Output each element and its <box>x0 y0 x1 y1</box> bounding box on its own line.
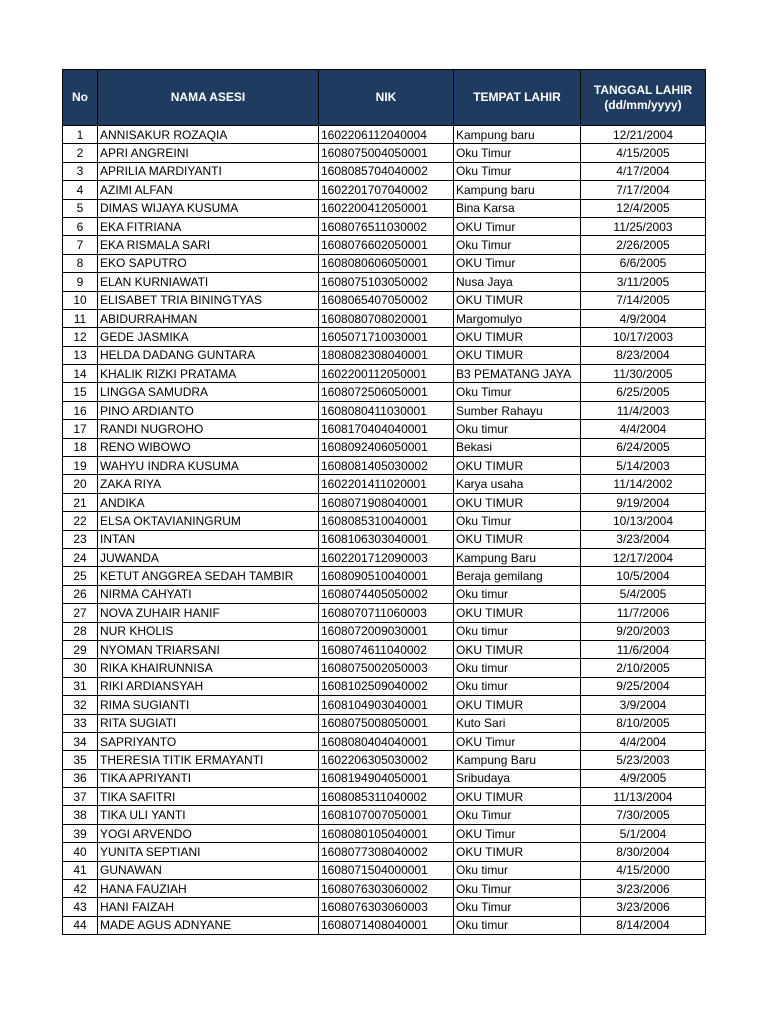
cell-no: 7 <box>63 236 98 254</box>
cell-no: 40 <box>63 843 98 861</box>
cell-tanggal-lahir: 12/21/2004 <box>581 126 706 144</box>
cell-tempat-lahir: OKU TIMUR <box>454 328 581 346</box>
cell-no: 27 <box>63 604 98 622</box>
cell-nik: 1608081405030002 <box>319 457 454 475</box>
cell-nik: 1608077308040002 <box>319 843 454 861</box>
cell-no: 42 <box>63 880 98 898</box>
cell-tempat-lahir: Margomulyo <box>454 309 581 327</box>
cell-tempat-lahir: Sribudaya <box>454 769 581 787</box>
cell-tempat-lahir: Oku timur <box>454 916 581 934</box>
cell-no: 3 <box>63 162 98 180</box>
cell-tanggal-lahir: 6/25/2005 <box>581 383 706 401</box>
cell-nik: 1608090510040001 <box>319 567 454 585</box>
cell-tanggal-lahir: 8/30/2004 <box>581 843 706 861</box>
cell-nama-asesi: GUNAWAN <box>98 861 319 879</box>
cell-nama-asesi: ANNISAKUR ROZAQIA <box>98 126 319 144</box>
cell-nama-asesi: NYOMAN TRIARSANI <box>98 640 319 658</box>
cell-tanggal-lahir: 10/17/2003 <box>581 328 706 346</box>
cell-tempat-lahir: Oku Timur <box>454 880 581 898</box>
cell-nama-asesi: EKO SAPUTRO <box>98 254 319 272</box>
cell-no: 2 <box>63 144 98 162</box>
cell-tanggal-lahir: 4/4/2004 <box>581 420 706 438</box>
table-row <box>63 144 706 162</box>
cell-tempat-lahir: Beraja gemilang <box>454 567 581 585</box>
cell-nik: 1608085704040002 <box>319 162 454 180</box>
cell-tanggal-lahir: 8/10/2005 <box>581 714 706 732</box>
cell-no: 24 <box>63 548 98 566</box>
cell-nik: 1602206112040004 <box>319 126 454 144</box>
cell-tempat-lahir: Karya usaha <box>454 475 581 493</box>
cell-no: 17 <box>63 420 98 438</box>
cell-tanggal-lahir: 11/30/2005 <box>581 365 706 383</box>
cell-tempat-lahir: OKU Timur <box>454 217 581 235</box>
cell-no: 20 <box>63 475 98 493</box>
table-row <box>63 181 706 199</box>
table-body <box>63 126 706 935</box>
table-row <box>63 383 706 401</box>
cell-tempat-lahir: Oku timur <box>454 861 581 879</box>
cell-nama-asesi: WAHYU INDRA KUSUMA <box>98 457 319 475</box>
table-row <box>63 567 706 585</box>
table-row <box>63 346 706 364</box>
table-row <box>63 732 706 750</box>
cell-tempat-lahir: B3 PEMATANG JAYA <box>454 365 581 383</box>
cell-tanggal-lahir: 12/4/2005 <box>581 199 706 217</box>
table-row <box>63 751 706 769</box>
cell-tanggal-lahir: 6/6/2005 <box>581 254 706 272</box>
cell-nama-asesi: HANI FAIZAH <box>98 898 319 916</box>
cell-nik: 1608076303060002 <box>319 880 454 898</box>
cell-tanggal-lahir: 4/4/2004 <box>581 732 706 750</box>
table-row <box>63 604 706 622</box>
cell-nik: 1602200112050001 <box>319 365 454 383</box>
cell-nama-asesi: NUR KHOLIS <box>98 622 319 640</box>
cell-tempat-lahir: OKU TIMUR <box>454 346 581 364</box>
cell-nama-asesi: RIKI ARDIANSYAH <box>98 677 319 695</box>
cell-nama-asesi: ELAN KURNIAWATI <box>98 273 319 291</box>
cell-nama-asesi: RANDI NUGROHO <box>98 420 319 438</box>
cell-no: 37 <box>63 788 98 806</box>
cell-tempat-lahir: Kampung Baru <box>454 548 581 566</box>
cell-tanggal-lahir: 8/14/2004 <box>581 916 706 934</box>
cell-tanggal-lahir: 4/17/2004 <box>581 162 706 180</box>
cell-no: 39 <box>63 824 98 842</box>
table-row <box>63 659 706 677</box>
cell-tanggal-lahir: 5/23/2003 <box>581 751 706 769</box>
cell-tempat-lahir: OKU Timur <box>454 824 581 842</box>
cell-no: 43 <box>63 898 98 916</box>
cell-tanggal-lahir: 7/14/2005 <box>581 291 706 309</box>
table-row <box>63 916 706 934</box>
header-no: No <box>63 70 98 126</box>
table-row <box>63 843 706 861</box>
table-row <box>63 438 706 456</box>
cell-nama-asesi: HANA FAUZIAH <box>98 880 319 898</box>
cell-nik: 1608080105040001 <box>319 824 454 842</box>
cell-nik: 1608075103050002 <box>319 273 454 291</box>
cell-tempat-lahir: Oku timur <box>454 585 581 603</box>
cell-no: 28 <box>63 622 98 640</box>
header-tanggal-lahir-title: TANGGAL LAHIR <box>593 82 693 97</box>
cell-nik: 1608074611040002 <box>319 640 454 658</box>
cell-nik: 1608075002050003 <box>319 659 454 677</box>
cell-no: 9 <box>63 273 98 291</box>
cell-tanggal-lahir: 2/26/2005 <box>581 236 706 254</box>
cell-tempat-lahir: Nusa Jaya <box>454 273 581 291</box>
cell-tanggal-lahir: 11/25/2003 <box>581 217 706 235</box>
table-row <box>63 162 706 180</box>
cell-tanggal-lahir: 3/23/2006 <box>581 898 706 916</box>
cell-nik: 1608075004050001 <box>319 144 454 162</box>
cell-tempat-lahir: Oku Timur <box>454 898 581 916</box>
cell-nik: 1608092406050001 <box>319 438 454 456</box>
cell-tempat-lahir: Kampung baru <box>454 181 581 199</box>
table-row <box>63 126 706 144</box>
cell-nik: 1608080606050001 <box>319 254 454 272</box>
table-row <box>63 530 706 548</box>
cell-tempat-lahir: OKU TIMUR <box>454 604 581 622</box>
cell-no: 41 <box>63 861 98 879</box>
cell-no: 12 <box>63 328 98 346</box>
cell-tempat-lahir: OKU Timur <box>454 254 581 272</box>
cell-tempat-lahir: OKU Timur <box>454 732 581 750</box>
cell-nik: 1608065407050002 <box>319 291 454 309</box>
cell-tempat-lahir: Oku Timur <box>454 236 581 254</box>
cell-nik: 1608104903040001 <box>319 696 454 714</box>
cell-nama-asesi: TIKA SAFITRI <box>98 788 319 806</box>
cell-no: 31 <box>63 677 98 695</box>
cell-no: 38 <box>63 806 98 824</box>
cell-nik: 1608194904050001 <box>319 769 454 787</box>
table-row <box>63 898 706 916</box>
cell-tanggal-lahir: 11/4/2003 <box>581 401 706 419</box>
cell-tanggal-lahir: 3/11/2005 <box>581 273 706 291</box>
cell-nik: 1608080411030001 <box>319 401 454 419</box>
cell-tempat-lahir: Bekasi <box>454 438 581 456</box>
cell-tempat-lahir: OKU TIMUR <box>454 640 581 658</box>
cell-no: 16 <box>63 401 98 419</box>
cell-no: 10 <box>63 291 98 309</box>
cell-tanggal-lahir: 8/23/2004 <box>581 346 706 364</box>
table-row <box>63 328 706 346</box>
cell-nik: 1608106303040001 <box>319 530 454 548</box>
cell-nama-asesi: HELDA DADANG GUNTARA <box>98 346 319 364</box>
table-row <box>63 236 706 254</box>
cell-tanggal-lahir: 12/17/2004 <box>581 548 706 566</box>
header-tanggal-lahir-format: (dd/mm/yyyy) <box>604 97 682 112</box>
table-row <box>63 677 706 695</box>
cell-nik: 1602201707040002 <box>319 181 454 199</box>
cell-tanggal-lahir: 6/24/2005 <box>581 438 706 456</box>
table-row <box>63 585 706 603</box>
cell-nama-asesi: TIKA ULI YANTI <box>98 806 319 824</box>
cell-nama-asesi: APRILIA MARDIYANTI <box>98 162 319 180</box>
cell-nik: 1608080708020001 <box>319 309 454 327</box>
cell-nama-asesi: INTAN <box>98 530 319 548</box>
cell-tanggal-lahir: 10/5/2004 <box>581 567 706 585</box>
cell-tempat-lahir: Sumber Rahayu <box>454 401 581 419</box>
cell-no: 5 <box>63 199 98 217</box>
cell-nik: 1608102509040002 <box>319 677 454 695</box>
cell-tanggal-lahir: 11/7/2006 <box>581 604 706 622</box>
table-row <box>63 420 706 438</box>
cell-tempat-lahir: OKU TIMUR <box>454 696 581 714</box>
table-row <box>63 254 706 272</box>
cell-tanggal-lahir: 11/14/2002 <box>581 475 706 493</box>
cell-nama-asesi: ELSA OKTAVIANINGRUM <box>98 512 319 530</box>
cell-tanggal-lahir: 4/9/2005 <box>581 769 706 787</box>
cell-nama-asesi: YUNITA SEPTIANI <box>98 843 319 861</box>
cell-nama-asesi: NIRMA CAHYATI <box>98 585 319 603</box>
cell-tempat-lahir: Oku timur <box>454 677 581 695</box>
table-row <box>63 696 706 714</box>
cell-no: 14 <box>63 365 98 383</box>
cell-tempat-lahir: Kampung baru <box>454 126 581 144</box>
cell-nama-asesi: AZIMI ALFAN <box>98 181 319 199</box>
cell-tanggal-lahir: 7/17/2004 <box>581 181 706 199</box>
header-nik: NIK <box>319 70 454 126</box>
cell-tanggal-lahir: 5/14/2003 <box>581 457 706 475</box>
table-row <box>63 475 706 493</box>
cell-nik: 1608076602050001 <box>319 236 454 254</box>
participant-table <box>62 69 706 935</box>
cell-no: 1 <box>63 126 98 144</box>
cell-tempat-lahir: Oku Timur <box>454 144 581 162</box>
cell-tanggal-lahir: 5/1/2004 <box>581 824 706 842</box>
cell-tanggal-lahir: 5/4/2005 <box>581 585 706 603</box>
cell-no: 22 <box>63 512 98 530</box>
cell-nama-asesi: ABIDURRAHMAN <box>98 309 319 327</box>
cell-tempat-lahir: Oku timur <box>454 420 581 438</box>
cell-no: 15 <box>63 383 98 401</box>
cell-tempat-lahir: Oku Timur <box>454 383 581 401</box>
cell-nik: 1608071504000001 <box>319 861 454 879</box>
table-row <box>63 401 706 419</box>
cell-no: 6 <box>63 217 98 235</box>
cell-tanggal-lahir: 9/19/2004 <box>581 493 706 511</box>
cell-no: 30 <box>63 659 98 677</box>
header-row <box>63 70 706 126</box>
cell-nik: 1605071710030001 <box>319 328 454 346</box>
cell-no: 13 <box>63 346 98 364</box>
cell-no: 21 <box>63 493 98 511</box>
cell-tempat-lahir: Oku Timur <box>454 512 581 530</box>
cell-no: 23 <box>63 530 98 548</box>
cell-tanggal-lahir: 9/25/2004 <box>581 677 706 695</box>
table-row <box>63 365 706 383</box>
cell-nik: 1602201411020001 <box>319 475 454 493</box>
cell-nama-asesi: JUWANDA <box>98 548 319 566</box>
header-nama-asesi: NAMA ASESI <box>98 70 319 126</box>
cell-tempat-lahir: Oku timur <box>454 622 581 640</box>
cell-no: 29 <box>63 640 98 658</box>
cell-nama-asesi: ELISABET TRIA BININGTYAS <box>98 291 319 309</box>
cell-tempat-lahir: OKU TIMUR <box>454 457 581 475</box>
cell-nik: 1608075008050001 <box>319 714 454 732</box>
table-row <box>63 457 706 475</box>
cell-nama-asesi: TIKA APRIYANTI <box>98 769 319 787</box>
cell-tempat-lahir: OKU TIMUR <box>454 291 581 309</box>
cell-nik: 1608107007050001 <box>319 806 454 824</box>
cell-nama-asesi: PINO ARDIANTO <box>98 401 319 419</box>
cell-tempat-lahir: OKU TIMUR <box>454 530 581 548</box>
cell-nama-asesi: RENO WIBOWO <box>98 438 319 456</box>
table-row <box>63 309 706 327</box>
cell-nik: 1608085310040001 <box>319 512 454 530</box>
cell-nama-asesi: LINGGA SAMUDRA <box>98 383 319 401</box>
cell-tanggal-lahir: 9/20/2003 <box>581 622 706 640</box>
cell-nama-asesi: ZAKA RIYA <box>98 475 319 493</box>
cell-no: 8 <box>63 254 98 272</box>
cell-tempat-lahir: Kuto Sari <box>454 714 581 732</box>
table-row <box>63 788 706 806</box>
cell-nik: 1608080404040001 <box>319 732 454 750</box>
cell-nama-asesi: DIMAS WIJAYA KUSUMA <box>98 199 319 217</box>
cell-nik: 1602201712090003 <box>319 548 454 566</box>
cell-no: 44 <box>63 916 98 934</box>
cell-no: 32 <box>63 696 98 714</box>
cell-nama-asesi: GEDE JASMIKA <box>98 328 319 346</box>
table-row <box>63 273 706 291</box>
cell-nik: 1608070711060003 <box>319 604 454 622</box>
cell-tanggal-lahir: 3/23/2006 <box>581 880 706 898</box>
table-header <box>63 70 706 126</box>
cell-tanggal-lahir: 4/9/2004 <box>581 309 706 327</box>
cell-nama-asesi: NOVA ZUHAIR HANIF <box>98 604 319 622</box>
cell-nik: 1608072009030001 <box>319 622 454 640</box>
cell-nik: 1608085311040002 <box>319 788 454 806</box>
cell-nama-asesi: EKA FITRIANA <box>98 217 319 235</box>
cell-nama-asesi: THERESIA TITIK ERMAYANTI <box>98 751 319 769</box>
table-row <box>63 640 706 658</box>
cell-nama-asesi: APRI ANGREINI <box>98 144 319 162</box>
cell-nik: 1608072506050001 <box>319 383 454 401</box>
cell-nik: 1602206305030002 <box>319 751 454 769</box>
cell-nama-asesi: RITA SUGIATI <box>98 714 319 732</box>
cell-nama-asesi: SAPRIYANTO <box>98 732 319 750</box>
cell-tempat-lahir: Oku Timur <box>454 806 581 824</box>
cell-no: 33 <box>63 714 98 732</box>
cell-nik: 1608071408040001 <box>319 916 454 934</box>
cell-nama-asesi: KETUT ANGGREA SEDAH TAMBIR <box>98 567 319 585</box>
cell-tempat-lahir: OKU TIMUR <box>454 788 581 806</box>
cell-no: 36 <box>63 769 98 787</box>
cell-nama-asesi: KHALIK RIZKI PRATAMA <box>98 365 319 383</box>
cell-tempat-lahir: Oku Timur <box>454 162 581 180</box>
table-row <box>63 769 706 787</box>
cell-tempat-lahir: OKU TIMUR <box>454 493 581 511</box>
cell-nik: 1608071908040001 <box>319 493 454 511</box>
cell-no: 25 <box>63 567 98 585</box>
cell-tempat-lahir: Kampung Baru <box>454 751 581 769</box>
cell-tanggal-lahir: 3/9/2004 <box>581 696 706 714</box>
table-row <box>63 806 706 824</box>
cell-tanggal-lahir: 4/15/2000 <box>581 861 706 879</box>
cell-nama-asesi: ANDIKA <box>98 493 319 511</box>
cell-tanggal-lahir: 3/23/2004 <box>581 530 706 548</box>
cell-no: 4 <box>63 181 98 199</box>
table-row <box>63 548 706 566</box>
header-tempat-lahir: TEMPAT LAHIR <box>454 70 581 126</box>
cell-nama-asesi: RIKA KHAIRUNNISA <box>98 659 319 677</box>
cell-no: 34 <box>63 732 98 750</box>
table-row <box>63 291 706 309</box>
cell-nama-asesi: RIMA SUGIANTI <box>98 696 319 714</box>
cell-no: 26 <box>63 585 98 603</box>
cell-nik: 1602200412050001 <box>319 199 454 217</box>
cell-tempat-lahir: Oku timur <box>454 659 581 677</box>
table-row <box>63 880 706 898</box>
cell-nik: 1608076303060003 <box>319 898 454 916</box>
cell-tanggal-lahir: 4/15/2005 <box>581 144 706 162</box>
cell-tempat-lahir: Bina Karsa <box>454 199 581 217</box>
cell-tempat-lahir: OKU TIMUR <box>454 843 581 861</box>
cell-no: 35 <box>63 751 98 769</box>
table-row <box>63 824 706 842</box>
table-row <box>63 217 706 235</box>
cell-no: 18 <box>63 438 98 456</box>
table-row <box>63 622 706 640</box>
cell-nik: 1808082308040001 <box>319 346 454 364</box>
cell-nama-asesi: MADE AGUS ADNYANE <box>98 916 319 934</box>
cell-no: 11 <box>63 309 98 327</box>
table-row <box>63 861 706 879</box>
cell-nik: 1608170404040001 <box>319 420 454 438</box>
cell-nik: 1608076511030002 <box>319 217 454 235</box>
cell-tanggal-lahir: 10/13/2004 <box>581 512 706 530</box>
cell-no: 19 <box>63 457 98 475</box>
table-row <box>63 512 706 530</box>
cell-nama-asesi: YOGI ARVENDO <box>98 824 319 842</box>
cell-tanggal-lahir: 11/6/2004 <box>581 640 706 658</box>
table-row <box>63 493 706 511</box>
table-row <box>63 199 706 217</box>
cell-tanggal-lahir: 2/10/2005 <box>581 659 706 677</box>
cell-nama-asesi: EKA RISMALA SARI <box>98 236 319 254</box>
cell-tanggal-lahir: 11/13/2004 <box>581 788 706 806</box>
cell-nik: 1608074405050002 <box>319 585 454 603</box>
header-tanggal-lahir <box>581 70 706 126</box>
table-row <box>63 714 706 732</box>
cell-tanggal-lahir: 7/30/2005 <box>581 806 706 824</box>
